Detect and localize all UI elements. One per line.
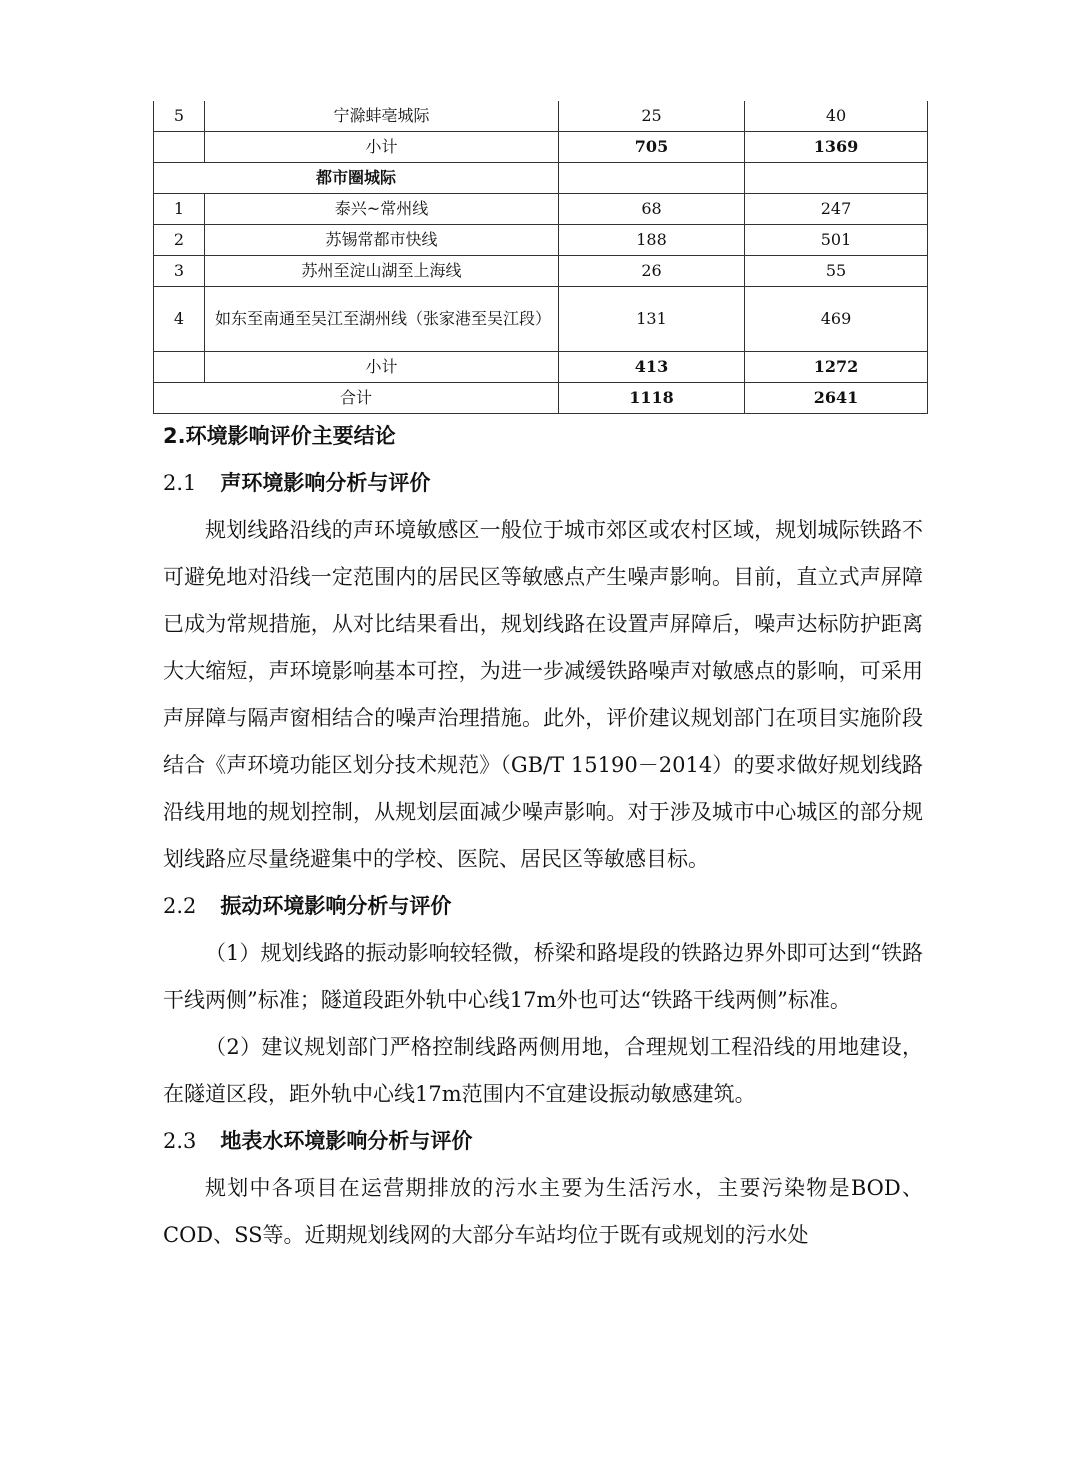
cell-name: 泰兴~常州线 xyxy=(205,194,559,225)
cell-value-1: 188 xyxy=(559,225,745,256)
section-heading-2-3 xyxy=(163,1118,923,1165)
section-heading-2-2 xyxy=(163,883,923,930)
table-row xyxy=(154,287,928,352)
cell-value-1: 68 xyxy=(559,194,745,225)
section-title: 声环境影响分析与评价 xyxy=(220,471,431,495)
cell-value-2: 501 xyxy=(745,225,928,256)
cell-value-1: 131 xyxy=(559,287,745,352)
table-row-subtotal xyxy=(154,352,928,383)
cell-no: 5 xyxy=(154,101,205,132)
cell-name: 苏州至淀山湖至上海线 xyxy=(205,256,559,287)
cell-empty xyxy=(745,163,928,194)
cell-name: 宁滁蚌亳城际 xyxy=(205,101,559,132)
cell-value-2: 40 xyxy=(745,101,928,132)
cell-value-2: 2641 xyxy=(745,383,928,414)
body-text xyxy=(163,413,923,1259)
section-number: 2.1 xyxy=(163,471,197,495)
table-row xyxy=(154,256,928,287)
data-table xyxy=(153,101,928,414)
cell-no xyxy=(154,352,205,383)
paragraph: 规划中各项目在运营期排放的污水主要为生活污水，主要污染物是BOD、COD、SS等。近期规划线网的大部分车站均位于既有或规划的污水处 xyxy=(163,1176,923,1247)
cell-name: 如东至南通至吴江至湖州线（张家港至吴江段） xyxy=(205,287,559,352)
table-row xyxy=(154,101,928,132)
section-heading-2-1 xyxy=(163,460,923,507)
cell-no: 4 xyxy=(154,287,205,352)
cell-empty xyxy=(559,163,745,194)
paragraph: 规划线路沿线的声环境敏感区一般位于城市郊区或农村区域，规划城际铁路不可避免地对沿线一定范围内的居民区等敏感点产生噪声影响。目前，直立式声屏障已成为常规措施，从对比结果看出，规划线路在设置声屏障后，噪声达标防护距离大大缩短，声环境影响基本可控，为进一步减缓铁路噪声对敏感点的影响，可采用声屏障与隔声窗相结合的噪声治理措施。此外，评价建议规划部门在项目实施阶段结合《声环境功能区划分技术规范》（GB/T 15190－2014）的要求做好规划线路沿线用地的规划控制，从规划层面减少噪声影响。对于涉及城市中心城区的部分规划线路应尽量绕避集中的学校、医院、居民区等敏感目标。 xyxy=(163,518,923,871)
cell-no: 2 xyxy=(154,225,205,256)
table-row xyxy=(154,225,928,256)
paragraph: （1）规划线路的振动影响较轻微，桥梁和路堤段的铁路边界外即可达到“铁路干线两侧”标准；隧道段距外轨中心线17m外也可达“铁路干线两侧”标准。 xyxy=(163,941,923,1012)
section-title: 振动环境影响分析与评价 xyxy=(220,894,452,918)
cell-value-2: 247 xyxy=(745,194,928,225)
table-row xyxy=(154,194,928,225)
cell-value-1: 413 xyxy=(559,352,745,383)
cell-value-1: 26 xyxy=(559,256,745,287)
cell-value-2: 1272 xyxy=(745,352,928,383)
cell-value-2: 469 xyxy=(745,287,928,352)
cell-value-1: 1118 xyxy=(559,383,745,414)
cell-value-2: 55 xyxy=(745,256,928,287)
main-heading xyxy=(163,413,923,460)
main-heading-text: 2.环境影响评价主要结论 xyxy=(163,424,396,448)
section-header: 都市圈城际 xyxy=(154,163,559,194)
cell-name: 小计 xyxy=(205,132,559,163)
cell-value-1: 705 xyxy=(559,132,745,163)
cell-name: 苏锡常都市快线 xyxy=(205,225,559,256)
cell-value-2: 1369 xyxy=(745,132,928,163)
cell-value-1: 25 xyxy=(559,101,745,132)
section-title: 地表水环境影响分析与评价 xyxy=(220,1129,473,1153)
cell-no: 1 xyxy=(154,194,205,225)
cell-total-label: 合计 xyxy=(154,383,559,414)
section-number: 2.2 xyxy=(163,894,197,918)
cell-name: 小计 xyxy=(205,352,559,383)
table-row-subtotal xyxy=(154,132,928,163)
table-row-total xyxy=(154,383,928,414)
cell-no xyxy=(154,132,205,163)
paragraph: （2）建议规划部门严格控制线路两侧用地，合理规划工程沿线的用地建设，在隧道区段，距外轨中心线17m范围内不宜建设振动敏感建筑。 xyxy=(163,1035,923,1106)
table-row-section xyxy=(154,163,928,194)
section-number: 2.3 xyxy=(163,1129,197,1153)
cell-no: 3 xyxy=(154,256,205,287)
